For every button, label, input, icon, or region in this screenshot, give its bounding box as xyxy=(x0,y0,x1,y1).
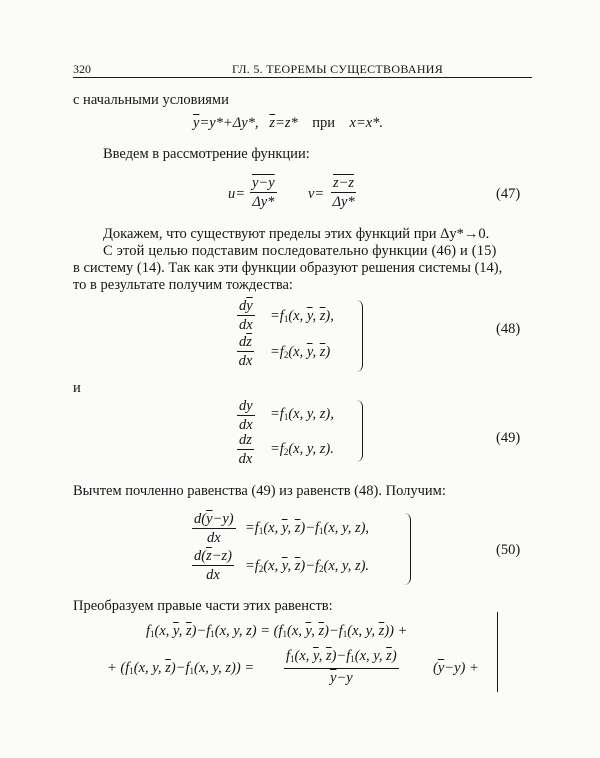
equation-number-49: (49) xyxy=(496,430,521,446)
text-introduce: Введем в рассмотрение функции: xyxy=(103,146,310,162)
v-fraction xyxy=(331,175,356,210)
text-initial-conditions: с начальными условиями xyxy=(73,92,229,108)
equation-number-50: (50) xyxy=(496,542,521,558)
word-at: при xyxy=(312,115,336,131)
v-den: Δy* xyxy=(332,194,355,210)
text-prove-limits: Докажем, что существуют пределы этих функций при Δy*→0. xyxy=(103,226,490,242)
text-substitute-line3: то в результате получим тождества: xyxy=(73,277,293,293)
text-subtract: Вычтем почленно равенства (49) из равенств (48). Получим: xyxy=(73,483,446,499)
equation-number-48: (48) xyxy=(496,321,521,337)
text-substitute-line2: в систему (14). Так как эти функции образуют решения системы (14), xyxy=(73,260,503,276)
equation-number-47: (47) xyxy=(496,186,521,202)
final-fraction: $\frac{f_1(x, \overline{y}, \overline{z})-f_1(x, y, \overline{z})}{\overline{y}-y}$ xyxy=(286,648,397,686)
final-line2-left: + ($f_1(x$, y, $\overline{z})-f_1(x$, y, z)) = xyxy=(107,660,255,676)
text-and: и xyxy=(73,380,81,396)
brace-48 xyxy=(356,300,364,372)
brace-50 xyxy=(404,513,412,585)
text-transform: Преобразуем правые части этих равенств: xyxy=(73,598,333,614)
x-cond: x=x*. xyxy=(349,115,384,131)
eq49-line1-rhs: $=f_1(x$, y, z), xyxy=(270,406,334,422)
dy-dx: $\frac{dy}{dx}$ xyxy=(239,398,253,433)
u-num: y−y xyxy=(252,175,275,191)
z-bar: $\overline{z}$ xyxy=(269,115,276,131)
initial-condition-formula xyxy=(193,115,383,132)
z-rhs: =z* xyxy=(275,115,298,131)
v-num: z−z xyxy=(333,175,355,191)
v-lhs: v= xyxy=(308,186,325,202)
page-number: 320 xyxy=(73,62,91,76)
brace-49 xyxy=(356,400,364,462)
brace-final xyxy=(497,612,498,692)
dz-dx: $\frac{dz}{dx}$ xyxy=(238,432,253,467)
final-line1: $f_1(x$, $\overline{y}$, $\overline{z})-f_1(x$, y, $z) = (f_1(x$, $\overline{y}$, $\overline{z})-f_1(x$, y, $\overline{z}$)) + xyxy=(146,623,408,639)
eq50-line2-rhs: $=f_2(x$, $\overline{y}$, $\overline{z})-f_2(x$, y, z). xyxy=(245,558,370,574)
text-substitute-line1: С этой целью подставим последовательно функции (46) и (15) xyxy=(103,243,497,259)
dy-bar-dx: $\frac{d\overline{y}}{dx}$ xyxy=(239,298,253,333)
d-ydiff-dx: $\frac{d(\overline{y}-y)}{dx}$ xyxy=(194,511,234,546)
u-fraction xyxy=(250,175,277,210)
u-lhs: u= xyxy=(228,186,246,202)
running-title: ГЛ. 5. ТЕОРЕМЫ СУЩЕСТВОВАНИЯ xyxy=(232,62,444,76)
y-bar: $\overline{y}$ xyxy=(193,115,200,131)
y-rhs: =y*+Δy*, xyxy=(199,115,259,131)
final-line2-right: $(\overline{y}-y)$ + xyxy=(433,660,479,676)
u-den: Δy* xyxy=(252,194,275,210)
eq48-line2-rhs: $=f_2(x$, $\overline{y}$, $\overline{z}$) xyxy=(270,344,331,360)
d-zdiff-dx: $\frac{d(\overline{z}-z)}{dx}$ xyxy=(194,548,233,583)
eq49-line2-rhs: $=f_2(x$, y, z). xyxy=(270,441,334,457)
header-rule xyxy=(73,77,532,78)
eq50-line1-rhs: $=f_1(x$, $\overline{y}$, $\overline{z})-f_1(x$, y, z), xyxy=(245,520,370,536)
dz-bar-dx: $\frac{d\overline{z}}{dx}$ xyxy=(238,334,253,369)
eq48-line1-rhs: $=f_1(x$, $\overline{y}$, $\overline{z}$), xyxy=(270,308,334,324)
